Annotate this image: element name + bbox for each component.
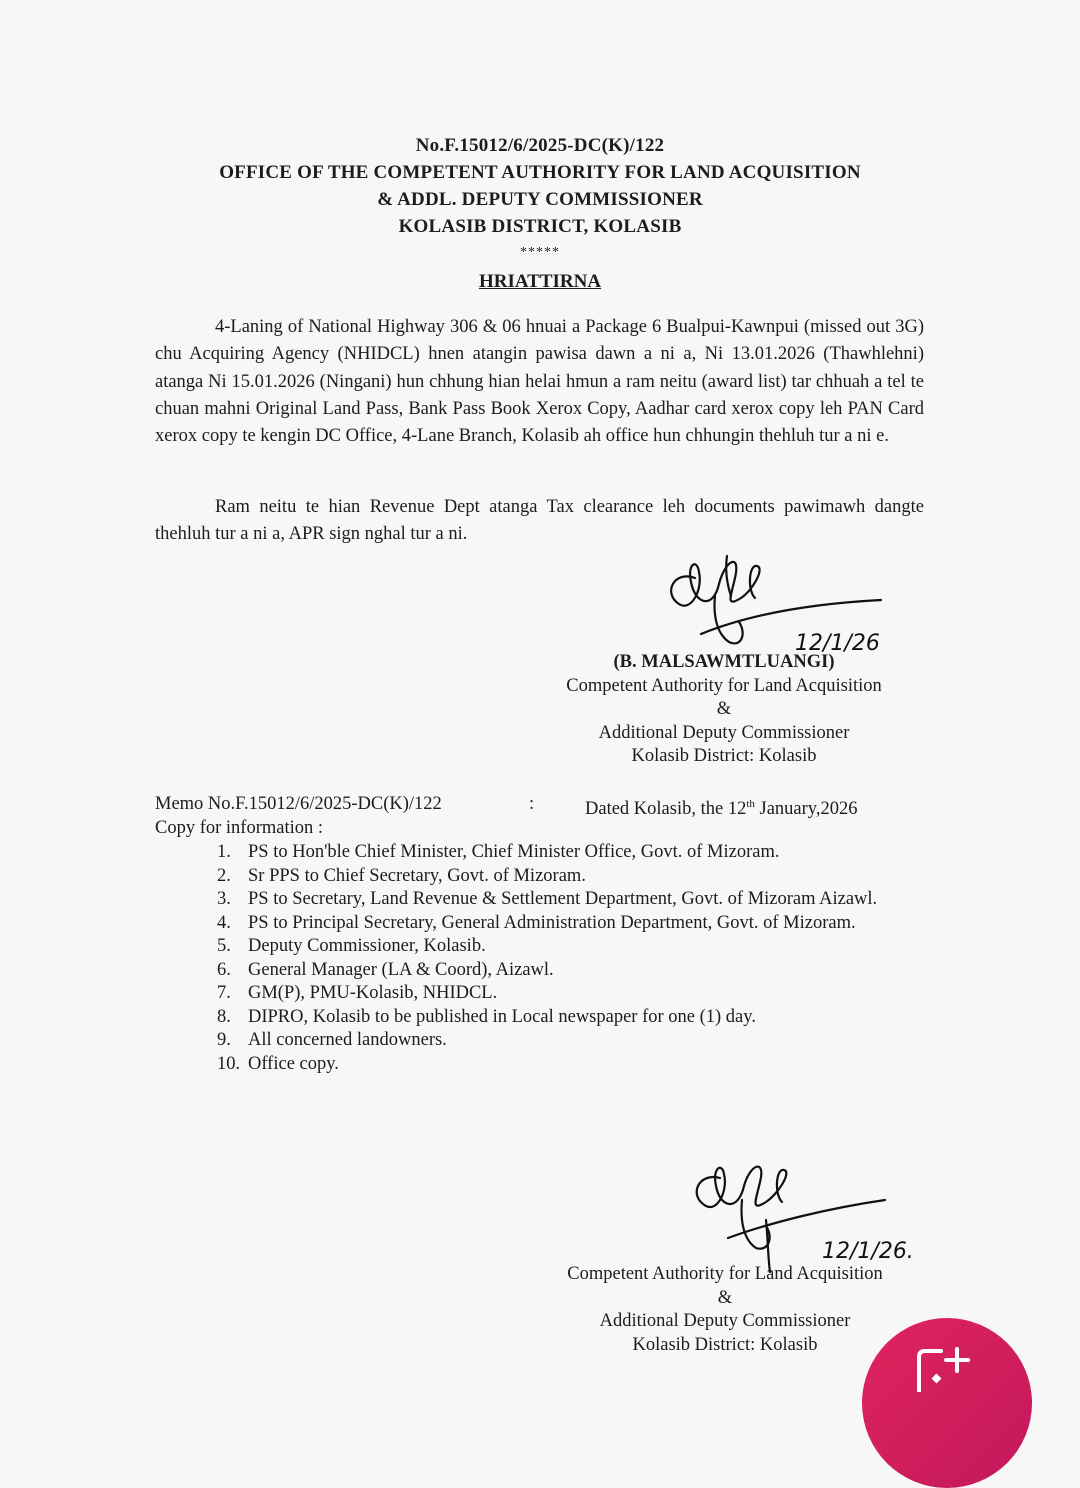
recipient-text: PS to Hon'ble Chief Minister, Chief Minister Office, Govt. of Mizoram. [248,842,780,862]
notice-title: HRIATTIRNA [478,271,602,292]
recipient-number: 2. [217,865,231,886]
signature-2-date: 12/1/26. [822,1239,914,1264]
recipient-text: Deputy Commissioner, Kolasib. [248,936,486,956]
recipient-text: PS to Principal Secretary, General Administration Department, Govt. of Mizoram. [248,912,856,933]
recipient-item [217,912,927,936]
signatory-1-district: Kolasib District: Kolasib [631,746,817,766]
recipient-number: 10. [217,1053,241,1074]
recipient-item [217,1029,927,1053]
recipient-item [217,959,927,983]
file-number: No.F.15012/6/2025-DC(K)/122 [415,135,665,156]
signatory-1-block [500,651,948,769]
recipient-item [217,935,927,959]
recipient-number: 5. [217,936,231,956]
recipient-text: Office copy. [248,1053,339,1074]
copy-for-information: Copy for information : [155,818,324,838]
recipient-text: All concerned landowners. [248,1030,447,1050]
separator: ***** [520,245,560,260]
recipient-item [217,1053,927,1077]
recipient-text: General Manager (LA & Coord), Aizawl. [248,959,554,980]
recipient-item [217,841,927,865]
signatory-2-designation1: Competent Authority for Land Acquisition [567,1264,883,1284]
recipient-text: DIPRO, Kolasib to be published in Local newspaper for one (1) day. [248,1006,756,1027]
recipient-list [217,841,927,1076]
signature-2 [680,1150,930,1280]
recipient-number: 1. [217,842,231,862]
recipient-number: 8. [217,1006,231,1027]
office-title-line3: KOLASIB DISTRICT, KOLASIB [398,216,682,237]
signatory-1-amp: & [716,699,732,719]
recipient-number: 6. [217,959,231,980]
signatory-1-designation2: Additional Deputy Commissioner [598,722,850,743]
recipient-number: 4. [217,912,231,933]
recipient-item [217,982,927,1006]
memo-colon: : [529,794,535,814]
signatory-1-name: (B. MALSAWMTLUANGI) [613,652,835,672]
memo-number: Memo No.F.15012/6/2025-DC(K)/122 [155,794,442,814]
signature-1-date: 12/1/26 [795,631,880,656]
signatory-1-designation1: Competent Authority for Land Acquisition [566,675,882,696]
office-title-line1: OFFICE OF THE COMPETENT AUTHORITY FOR LAND ACQUISITION [219,162,861,183]
signatory-2-amp: & [717,1287,733,1308]
signatory-2-district: Kolasib District: Kolasib [632,1334,818,1355]
signatory-2-block [501,1263,949,1357]
magic-sparkle-icon[interactable] [915,1343,975,1392]
signatory-2-designation2: Additional Deputy Commissioner [599,1311,851,1331]
notice-paragraph-2: Ram neitu te hian Revenue Dept atanga Tax clearance leh documents pawimawh dangte thehluh tur a ni a, APR sign nghal tur a ni. [155,497,924,545]
recipient-number: 7. [217,983,231,1003]
recipient-text: PS to Secretary, Land Revenue & Settlement Department, Govt. of Mizoram Aizawl. [248,889,878,909]
recipient-text: Sr PPS to Chief Secretary, Govt. of Mizoram. [248,865,586,886]
office-title-line2: & ADDL. DEPUTY COMMISSIONER [377,189,703,210]
recipient-item [217,888,927,912]
recipient-item [217,865,927,889]
recipient-text: GM(P), PMU-Kolasib, NHIDCL. [248,983,498,1003]
recipient-item [217,1006,927,1030]
memo-date: Dated Kolasib, the 12th January,2026 [585,798,858,820]
notice-paragraph-1: 4-Laning of National Highway 306 & 06 hnuai a Package 6 Bualpui-Kawnpui (missed out 3G) chu Acquiring Agency (NHIDCL) hnen atangin pawisa dawn a ni a, Ni 13.01.2026 (Thawhlehni) atanga Ni 15.01.2026 (Ningani) hun chhung hian helai hmun a ram neitu (award list) tar chhuah a tel te chuan mahni Original Land Pass, Bank Pass Book Xerox Copy, Aadhar card xerox copy leh PAN Card xerox copy te kengin DC Office, 4-Lane Branch, Kolasib ah office hun chhungin thehluh tur a ni e. [155,317,924,447]
recipient-number: 3. [217,889,231,909]
recipient-number: 9. [217,1030,231,1050]
